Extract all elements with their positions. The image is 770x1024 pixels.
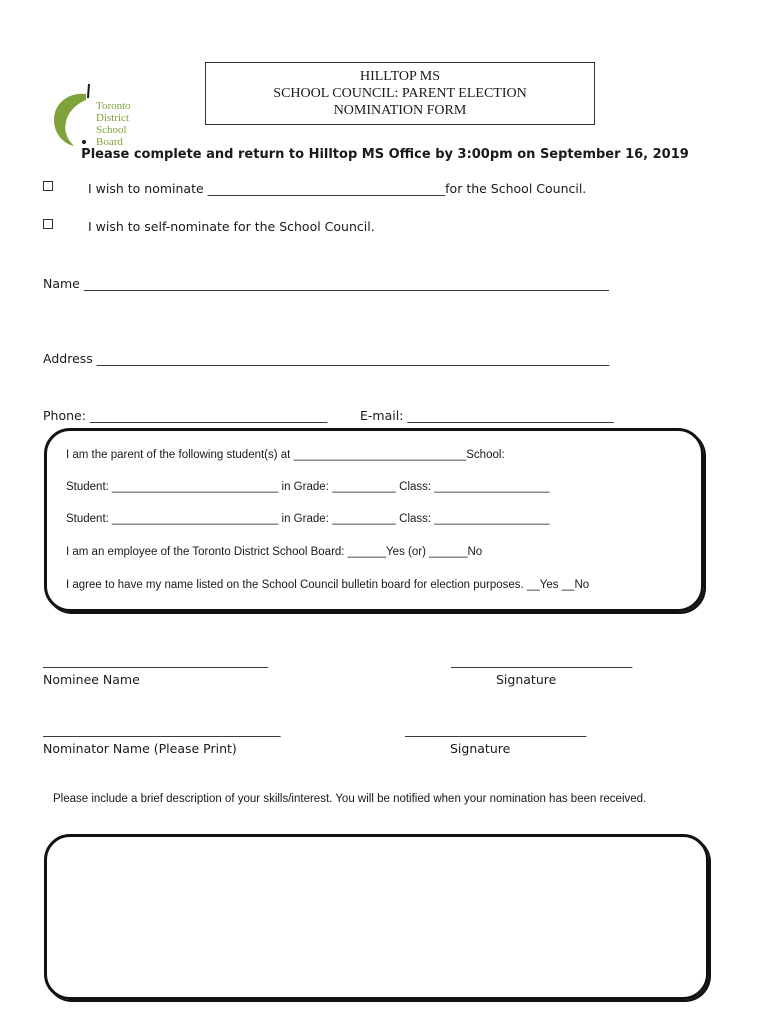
nominate-label: I wish to nominate ______________________________________for the School Council. (88, 181, 587, 196)
nominee-name-label: Nominee Name (43, 672, 140, 687)
nominator-name-line[interactable]: ______________________________________ (43, 722, 281, 737)
school-name: HILLTOP MS (359, 69, 440, 84)
phone-field[interactable]: Phone: ______________________________________ (43, 408, 328, 423)
instruction-text: Please complete and return to Hilltop MS Office by 3:00pm on September 16, 2019 (81, 147, 689, 162)
apple-logo-icon (50, 80, 98, 152)
nominee-signature-label: Signature (496, 672, 557, 687)
logo-line: School (96, 124, 127, 136)
name-field[interactable]: Name ____________________________________________________________________________________ (43, 276, 609, 291)
nominate-checkbox[interactable] (43, 181, 53, 191)
nominator-signature-line[interactable]: _____________________________ (405, 722, 587, 737)
parent-school-field[interactable]: I am the parent of the following student(s) at ___________________________School: (66, 449, 505, 461)
nominee-name-line[interactable]: ____________________________________ (43, 653, 268, 668)
email-field[interactable]: E-mail: _________________________________ (360, 408, 614, 423)
logo-line: Board (96, 136, 123, 148)
employee-field[interactable]: I am an employee of the Toronto District School Board: ______Yes (or) ______No (66, 546, 483, 558)
agree-field[interactable]: I agree to have my name listed on the School Council bulletin board for election purposes. __Yes __No (66, 579, 590, 591)
nominator-name-label: Nominator Name (Please Print) (43, 741, 237, 756)
student-2-field[interactable]: Student: __________________________ in Grade: __________ Class: __________________ (66, 513, 550, 525)
nominator-signature-label: Signature (450, 741, 511, 756)
form-subtitle: SCHOOL COUNCIL: PARENT ELECTION (273, 86, 527, 101)
logo-line: Toronto (96, 100, 131, 112)
student-1-field[interactable]: Student: __________________________ in Grade: __________ Class: __________________ (66, 481, 550, 493)
nominee-signature-line[interactable]: _____________________________ (451, 653, 633, 668)
self-nominate-checkbox[interactable] (43, 219, 53, 229)
logo-line: District (96, 112, 129, 124)
form-title: NOMINATION FORM (333, 103, 467, 118)
logo-wordmark (96, 100, 131, 148)
tdsb-logo (50, 80, 150, 152)
self-nominate-label: I wish to self-nominate for the School Council. (88, 219, 375, 234)
form-title-box (205, 62, 595, 125)
address-field[interactable]: Address __________________________________________________________________________________ (43, 351, 610, 366)
description-textarea[interactable] (44, 834, 709, 1000)
description-prompt: Please include a brief description of your skills/interest. You will be notified when your nomination has been received. (53, 793, 647, 805)
